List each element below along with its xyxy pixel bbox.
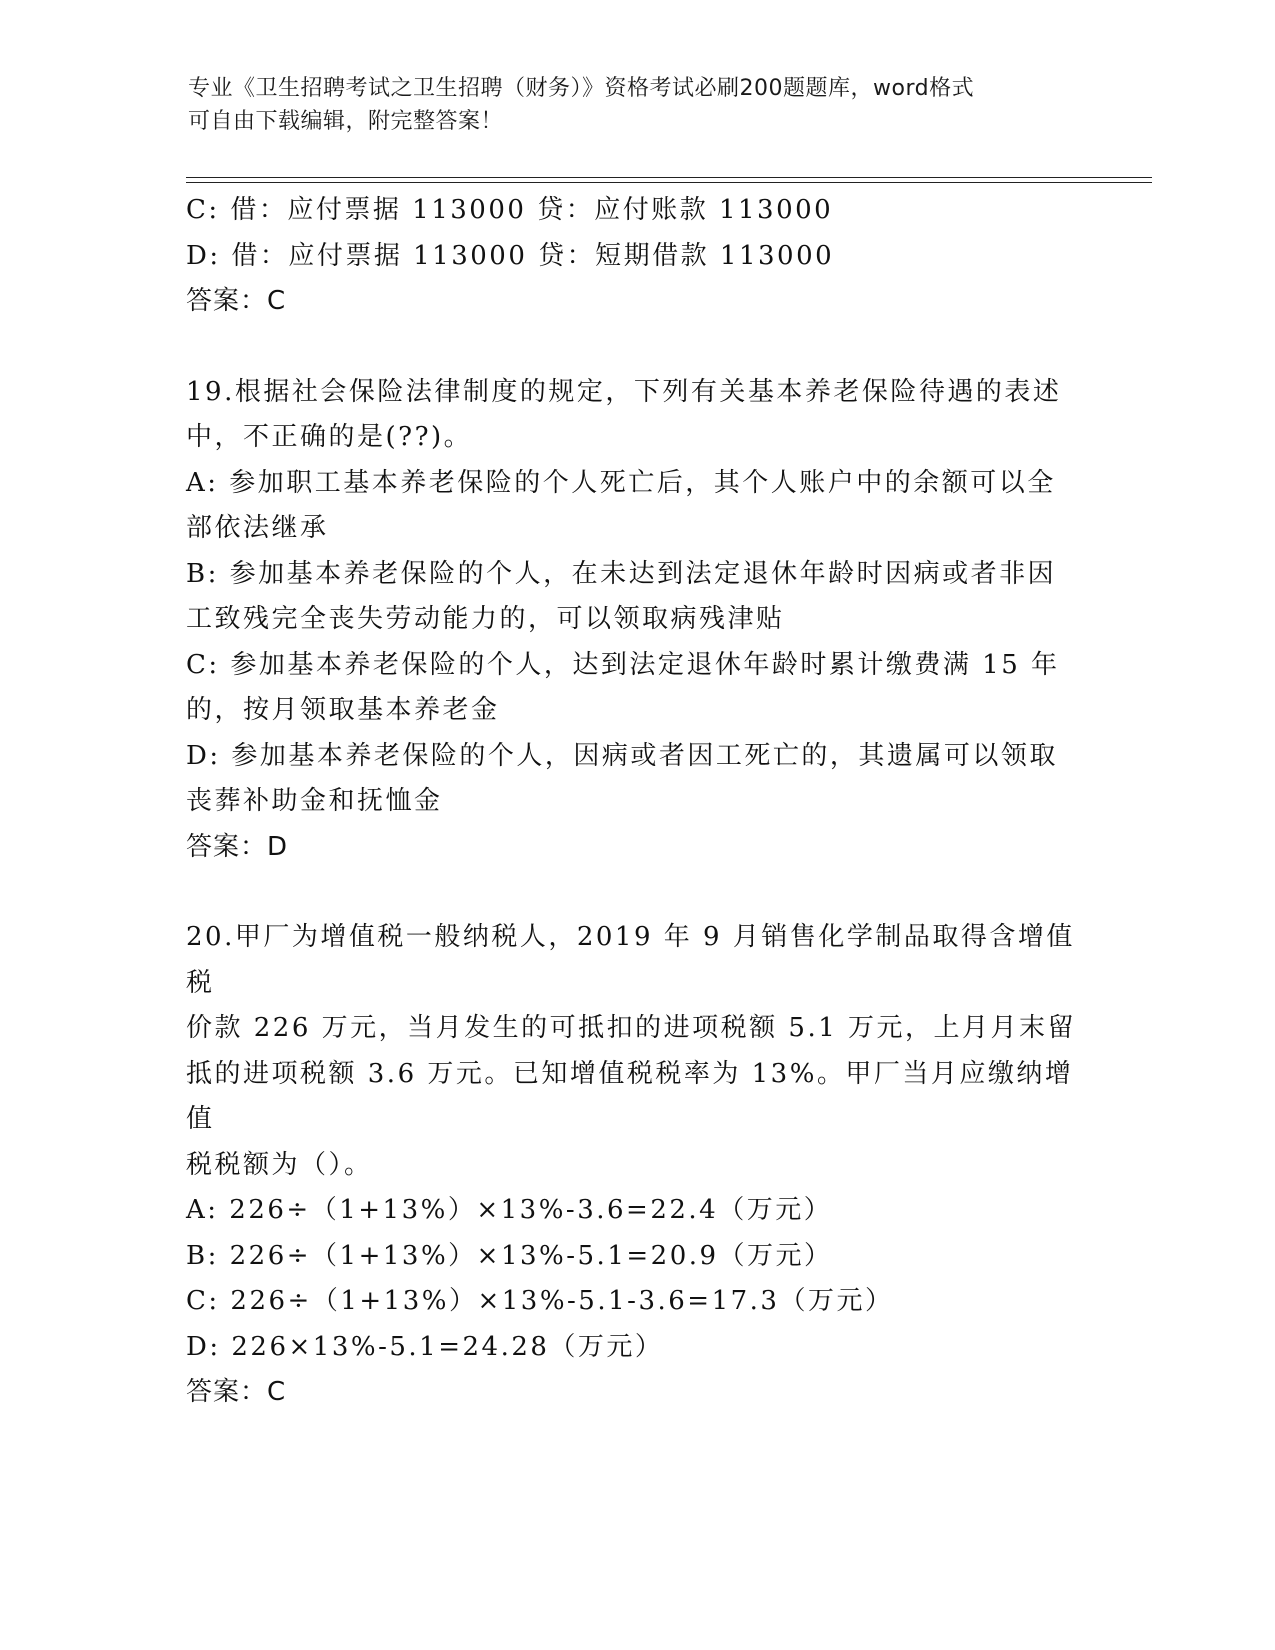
answer-line: 答案：D [186, 831, 289, 862]
option-d: D: 参加基本养老保险的个人，因病或者因工死亡的，其遗属可以领取 [186, 740, 1058, 771]
spacer [186, 870, 1086, 915]
header-title-line-2: 可自由下载编辑，附完整答案！ [188, 109, 504, 134]
spacer [186, 325, 1086, 370]
document-header [188, 72, 1088, 138]
header-title-line-1: 专业《卫生招聘考试之卫生招聘（财务）》资格考试必刷200题题库，word格式 [188, 76, 975, 101]
option-c: 的，按月领取基本养老金 [186, 695, 500, 725]
question-19 [186, 370, 1086, 871]
option-b: B: 226÷（1+13%）×13%-5.1=20.9（万元） [186, 1240, 833, 1271]
option-a: A: 参加职工基本养老保险的个人死亡后，其个人账户中的余额可以全 [186, 467, 1056, 498]
document-body [186, 188, 1086, 1416]
option-a: 部依法继承 [186, 513, 329, 543]
question-20 [186, 915, 1086, 1416]
option-a: A: 226÷（1+13%）×13%-3.6=22.4（万元） [186, 1195, 833, 1225]
option-d: D: 借：应付票据 113000 贷：短期借款 113000 [186, 240, 835, 271]
option-b: 工致残完全丧失劳动能力的，可以领取病残津贴 [186, 604, 785, 634]
question-stem: 税税额为（）。 [186, 1149, 373, 1180]
option-d: 丧葬补助金和抚恤金 [186, 786, 443, 816]
option-b: B: 参加基本养老保险的个人，在未达到法定退休年龄时因病或者非因 [186, 558, 1057, 589]
option-c: C: 226÷（1+13%）×13%-5.1-3.6=17.3（万元） [186, 1286, 894, 1316]
question-18-tail [186, 188, 1086, 325]
option-c: C: 借：应付票据 113000 贷：应付账款 113000 [186, 195, 834, 225]
question-stem: 抵的进项税额 3.6 万元。已知增值税税率为 13%。甲厂当月应缴纳增值 [186, 1058, 1074, 1134]
question-stem: 20.甲厂为增值税一般纳税人，2019 年 9 月销售化学制品取得含增值税 [186, 922, 1075, 998]
option-d: D: 226×13%-5.1=24.28（万元） [186, 1331, 664, 1362]
question-stem: 价款 226 万元，当月发生的可抵扣的进项税额 5.1 万元，上月月末留 [186, 1013, 1077, 1043]
answer-line: 答案：C [186, 1377, 287, 1407]
header-divider-bottom [186, 182, 1152, 183]
question-stem: 19.根据社会保险法律制度的规定，下列有关基本养老保险待遇的表述 [186, 376, 1062, 407]
option-c: C: 参加基本养老保险的个人，达到法定退休年龄时累计缴费满 15 年 [186, 649, 1060, 680]
answer-line: 答案：C [186, 286, 287, 316]
header-divider-top [186, 177, 1152, 178]
question-stem: 中，不正确的是(??)。 [186, 422, 473, 452]
